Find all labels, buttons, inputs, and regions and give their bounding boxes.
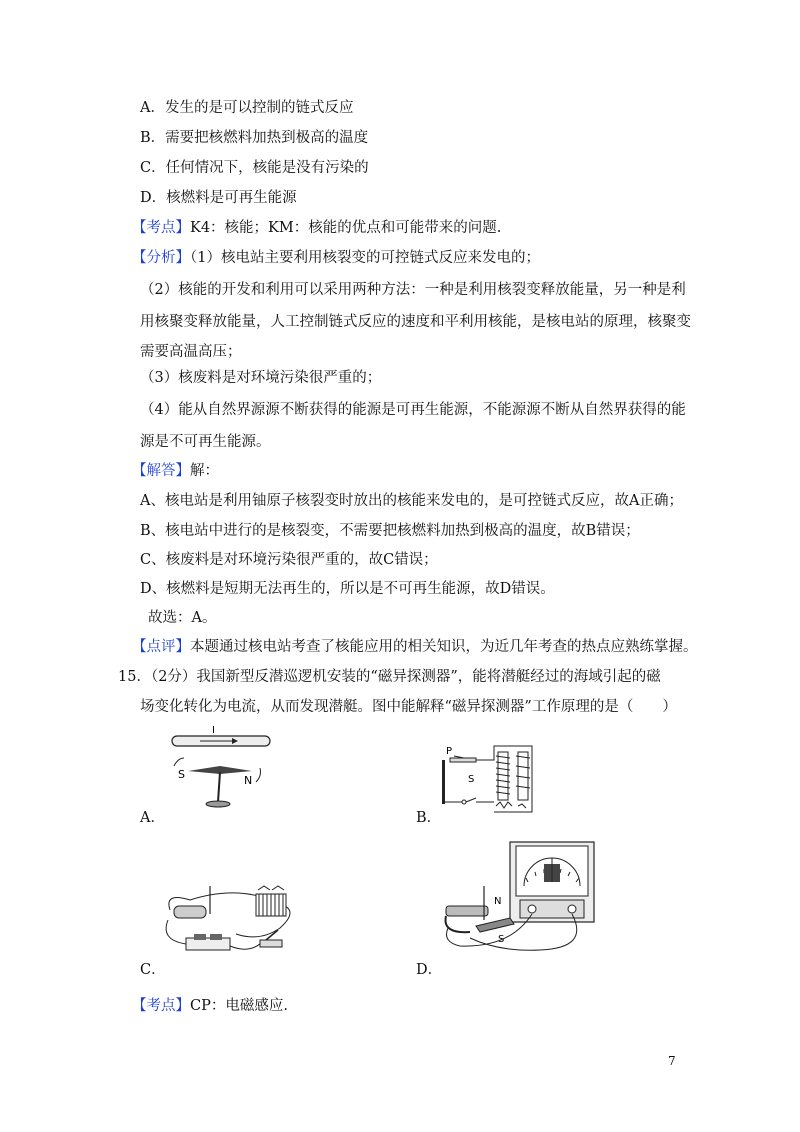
kaodian-tag: 【考点】	[132, 220, 190, 236]
page-number: 7	[668, 1054, 676, 1068]
q15-line-1: 15．（2分）我国新型反潜巡逻机安装的“磁异探测器”，能将潜艇经过的海域引起的磁	[118, 669, 661, 685]
answer-line-b: B、核电站中进行的是核裂变，不需要把核燃料加热到极高的温度，故B错误；	[140, 523, 640, 539]
q15-line-2: 场变化转化为电流，从而发现潜艇。图中能解释“磁异探测器”工作原理的是（ ）	[140, 699, 677, 715]
answer-line-c: C、核废料是对环境污染很严重的，故C错误；	[140, 552, 438, 568]
jieda-line	[132, 461, 219, 481]
figure-a-south-label: S	[178, 768, 185, 781]
kaodian-line	[132, 218, 501, 238]
option-b: B．需要把核燃料加热到极高的温度	[140, 130, 369, 146]
option-d: D．核燃料是可再生能源	[140, 190, 297, 206]
answer-line-d: D、核燃料是短期无法再生的，所以是不可再生能源，故D错误。	[140, 581, 555, 597]
dianping-text: 本题通过核电站考查了核能应用的相关知识，为近几年考查的热点应熟练掌握。	[190, 639, 698, 655]
kaodian-text: K4：核能；KM：核能的优点和可能带来的问题.	[190, 220, 502, 236]
fenxi-line-6: （4）能从自然界源源不断获得的能源是可再生能源，不能源源不断从自然界获得的能	[140, 402, 686, 418]
figure-d-north-label: N	[494, 896, 502, 907]
answer-line-a: A、核电站是利用铀原子核裂变时放出的核能来发电的，是可控链式反应，故A正确；	[140, 493, 683, 509]
figure-d-south-label: S	[498, 934, 505, 945]
figure-c-label: C．	[140, 962, 166, 978]
figure-a-north-label: N	[244, 774, 253, 787]
dianping-tag: 【点评】	[132, 639, 190, 655]
q15-kaodian-text: CP：电磁感应.	[190, 998, 288, 1014]
jieda-tag: 【解答】	[132, 463, 190, 479]
fenxi-line-2: （2）核能的开发和利用可以采用两种方法：一种是利用核裂变释放能量，另一种是利	[140, 282, 686, 298]
fenxi-line-5: （3）核废料是对环境污染很严重的；	[140, 370, 382, 386]
figure-b-electromagnet	[440, 738, 550, 818]
fenxi-first: （1）核电站主要利用核裂变的可控链式反应来发电的；	[190, 250, 540, 266]
figure-a-current-label: I	[212, 725, 215, 736]
answer-choice: 故选：A。	[148, 610, 217, 626]
fenxi-line-7: 源是不可再生能源。	[140, 434, 271, 450]
figure-b-p-label: P	[446, 746, 453, 757]
q15-kaodian-line	[132, 996, 288, 1016]
fenxi-line	[132, 248, 540, 268]
jieda-text: 解：	[190, 463, 219, 479]
dianping-line	[132, 637, 698, 657]
fenxi-line-3: 用核聚变释放能量，人工控制链式反应的速度和平利用核能，是核电站的原理，核聚变	[140, 314, 691, 330]
figure-b-label: B．	[416, 810, 442, 826]
figure-d-label: D．	[416, 962, 443, 978]
figure-a-label: A．	[140, 810, 165, 826]
fenxi-tag: 【分析】	[132, 250, 190, 266]
q15-kaodian-tag: 【考点】	[132, 998, 190, 1014]
figure-d-induction	[440, 838, 600, 958]
option-c: C．任何情况下，核能是没有污染的	[140, 160, 369, 176]
figure-a-oersted	[160, 722, 280, 812]
fenxi-line-4: 需要高温高压；	[140, 344, 242, 360]
figure-c-motor	[160, 880, 310, 960]
option-a: A．发生的是可以控制的链式反应	[140, 100, 354, 116]
figure-b-s-label: S	[468, 774, 475, 785]
